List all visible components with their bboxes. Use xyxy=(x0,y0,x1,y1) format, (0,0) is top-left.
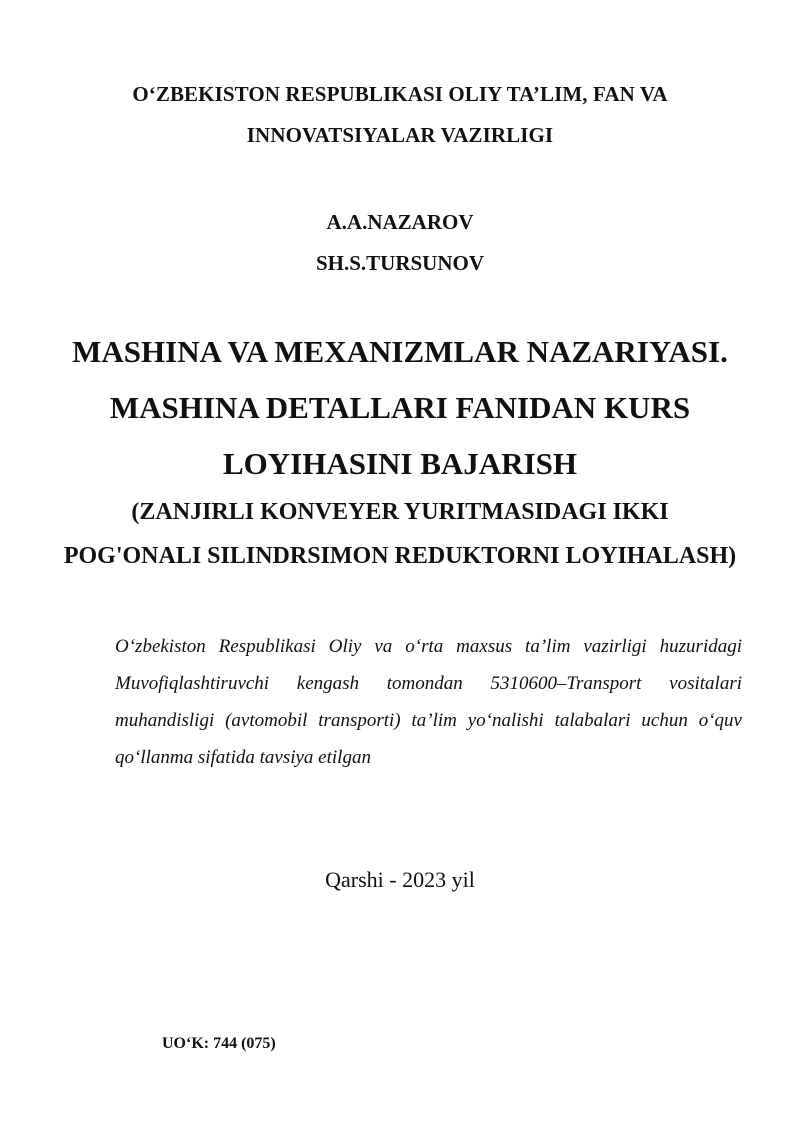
authors-block xyxy=(60,202,740,284)
udc-code: UO‘K: 744 (075) xyxy=(162,1035,276,1052)
book-subtitle: (ZANJIRLI KONVEYER YURITMASIDAGI IKKI POG'ONALI SILINDRSIMON REDUKTORNI LOYIHALASH) xyxy=(63,499,737,569)
book-title: MASHINA VA MEXANIZMLAR NAZARIYASI. MASHINA DETALLARI FANIDAN KURS LOYIHASINI BAJARISH xyxy=(72,334,728,481)
place-and-year: Qarshi - 2023 yil xyxy=(325,867,475,892)
author-name: A.A.NAZAROV xyxy=(326,210,474,234)
ministry-heading: O‘ZBEKISTON RESPUBLIKASI OLIY TA’LIM, FAN VA INNOVATSIYALAR VAZIRLIGI xyxy=(132,82,668,147)
author-name: SH.S.TURSUNOV xyxy=(315,251,485,275)
recommendation-note: O‘zbekiston Respublikasi Oliy va o‘rta maxsus ta’lim vazirligi huzuridagi Muvofiqlashtiruvchi kengash tomondan 5310600–Transport vositalari muhandisligi (avtomobil transporti) ta’lim yo‘nalishi talabalari uchun o‘quv qo‘llanma sifatida tavsiya etilgan xyxy=(115,636,742,768)
